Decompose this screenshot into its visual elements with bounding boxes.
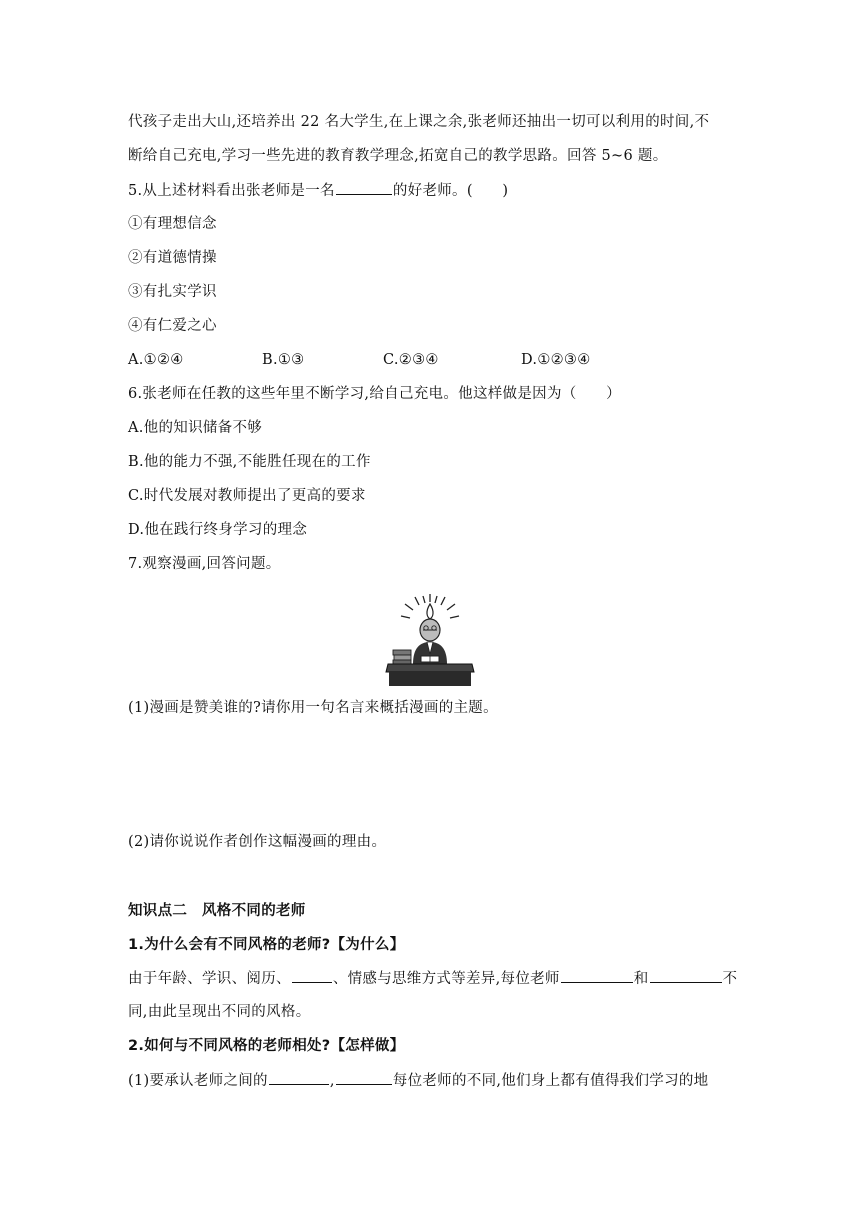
q1-text-a: 由于年龄、学识、阅历、 bbox=[128, 971, 291, 987]
q7-sub-question-2: (2)请你说说作者创作这幅漫画的理由。 bbox=[128, 834, 387, 850]
section-2-q1-line-1 bbox=[128, 968, 737, 989]
q1-blank-3[interactable] bbox=[650, 968, 722, 983]
section-2-q1-line-2: 同,由此呈现出不同的风格。 bbox=[128, 1004, 311, 1020]
q6-option-a[interactable]: A.他的知识储备不够 bbox=[128, 420, 263, 436]
q6-option-c[interactable]: C.时代发展对教师提出了更高的要求 bbox=[128, 488, 366, 504]
q5-stem-after: 的好老师。( ) bbox=[392, 183, 509, 199]
q5-option-c[interactable]: C.②③④ bbox=[383, 352, 439, 368]
question-6-stem: 6.张老师在任教的这些年里不断学习,给自己充电。他这样做是因为（ ） bbox=[128, 386, 621, 402]
intro-line-1: 代孩子走出大山,还培养出 22 名大学生,在上课之余,张老师还抽出一切可以利用的时间,不 bbox=[128, 114, 710, 130]
q1-blank-2[interactable] bbox=[561, 968, 633, 983]
q7-sub-question-1: (1)漫画是赞美谁的?请你用一句名言来概括漫画的主题。 bbox=[128, 700, 498, 716]
q5-stem-before: 5.从上述材料看出张老师是一名 bbox=[128, 183, 335, 199]
q5-option-b[interactable]: B.①③ bbox=[262, 352, 305, 368]
q5-option-d[interactable]: D.①②③④ bbox=[521, 352, 591, 368]
q2-blank-2[interactable] bbox=[336, 1070, 392, 1085]
section-2-q1-title: 1.为什么会有不同风格的老师?【为什么】 bbox=[128, 937, 405, 953]
q2-text-a: (1)要承认老师之间的 bbox=[128, 1073, 268, 1089]
q2-blank-1[interactable] bbox=[269, 1070, 329, 1085]
question-5-stem bbox=[128, 180, 508, 201]
section-2-q2-line-1 bbox=[128, 1070, 708, 1091]
q1-text-d: 不 bbox=[722, 971, 738, 987]
q6-option-d[interactable]: D.他在践行终身学习的理念 bbox=[128, 522, 308, 538]
q1-blank-1[interactable] bbox=[292, 968, 332, 983]
q5-blank[interactable] bbox=[336, 180, 392, 195]
section-2-q2-title: 2.如何与不同风格的老师相处?【怎样做】 bbox=[128, 1038, 405, 1054]
q1-text-b: 、情感与思维方式等差异,每位老师 bbox=[332, 971, 560, 987]
q5-item-2: ②有道德情操 bbox=[128, 250, 217, 266]
q2-text-b: , bbox=[329, 1073, 335, 1089]
section-2-title: 知识点二 风格不同的老师 bbox=[128, 903, 306, 919]
teacher-cartoon-image bbox=[385, 592, 475, 688]
q5-item-3: ③有扎实学识 bbox=[128, 284, 217, 300]
q5-item-1: ①有理想信念 bbox=[128, 216, 217, 232]
q5-option-a[interactable]: A.①②④ bbox=[128, 352, 184, 368]
q6-option-b[interactable]: B.他的能力不强,不能胜任现在的工作 bbox=[128, 454, 371, 470]
q1-text-c: 和 bbox=[633, 971, 649, 987]
q2-text-c: 每位老师的不同,他们身上都有值得我们学习的地 bbox=[392, 1073, 709, 1089]
question-7-stem: 7.观察漫画,回答问题。 bbox=[128, 556, 281, 572]
intro-line-2: 断给自己充电,学习一些先进的教育教学理念,拓宽自己的教学思路。回答 5~6 题。 bbox=[128, 148, 668, 164]
q5-item-4: ④有仁爱之心 bbox=[128, 318, 217, 334]
q5-options bbox=[128, 350, 748, 370]
